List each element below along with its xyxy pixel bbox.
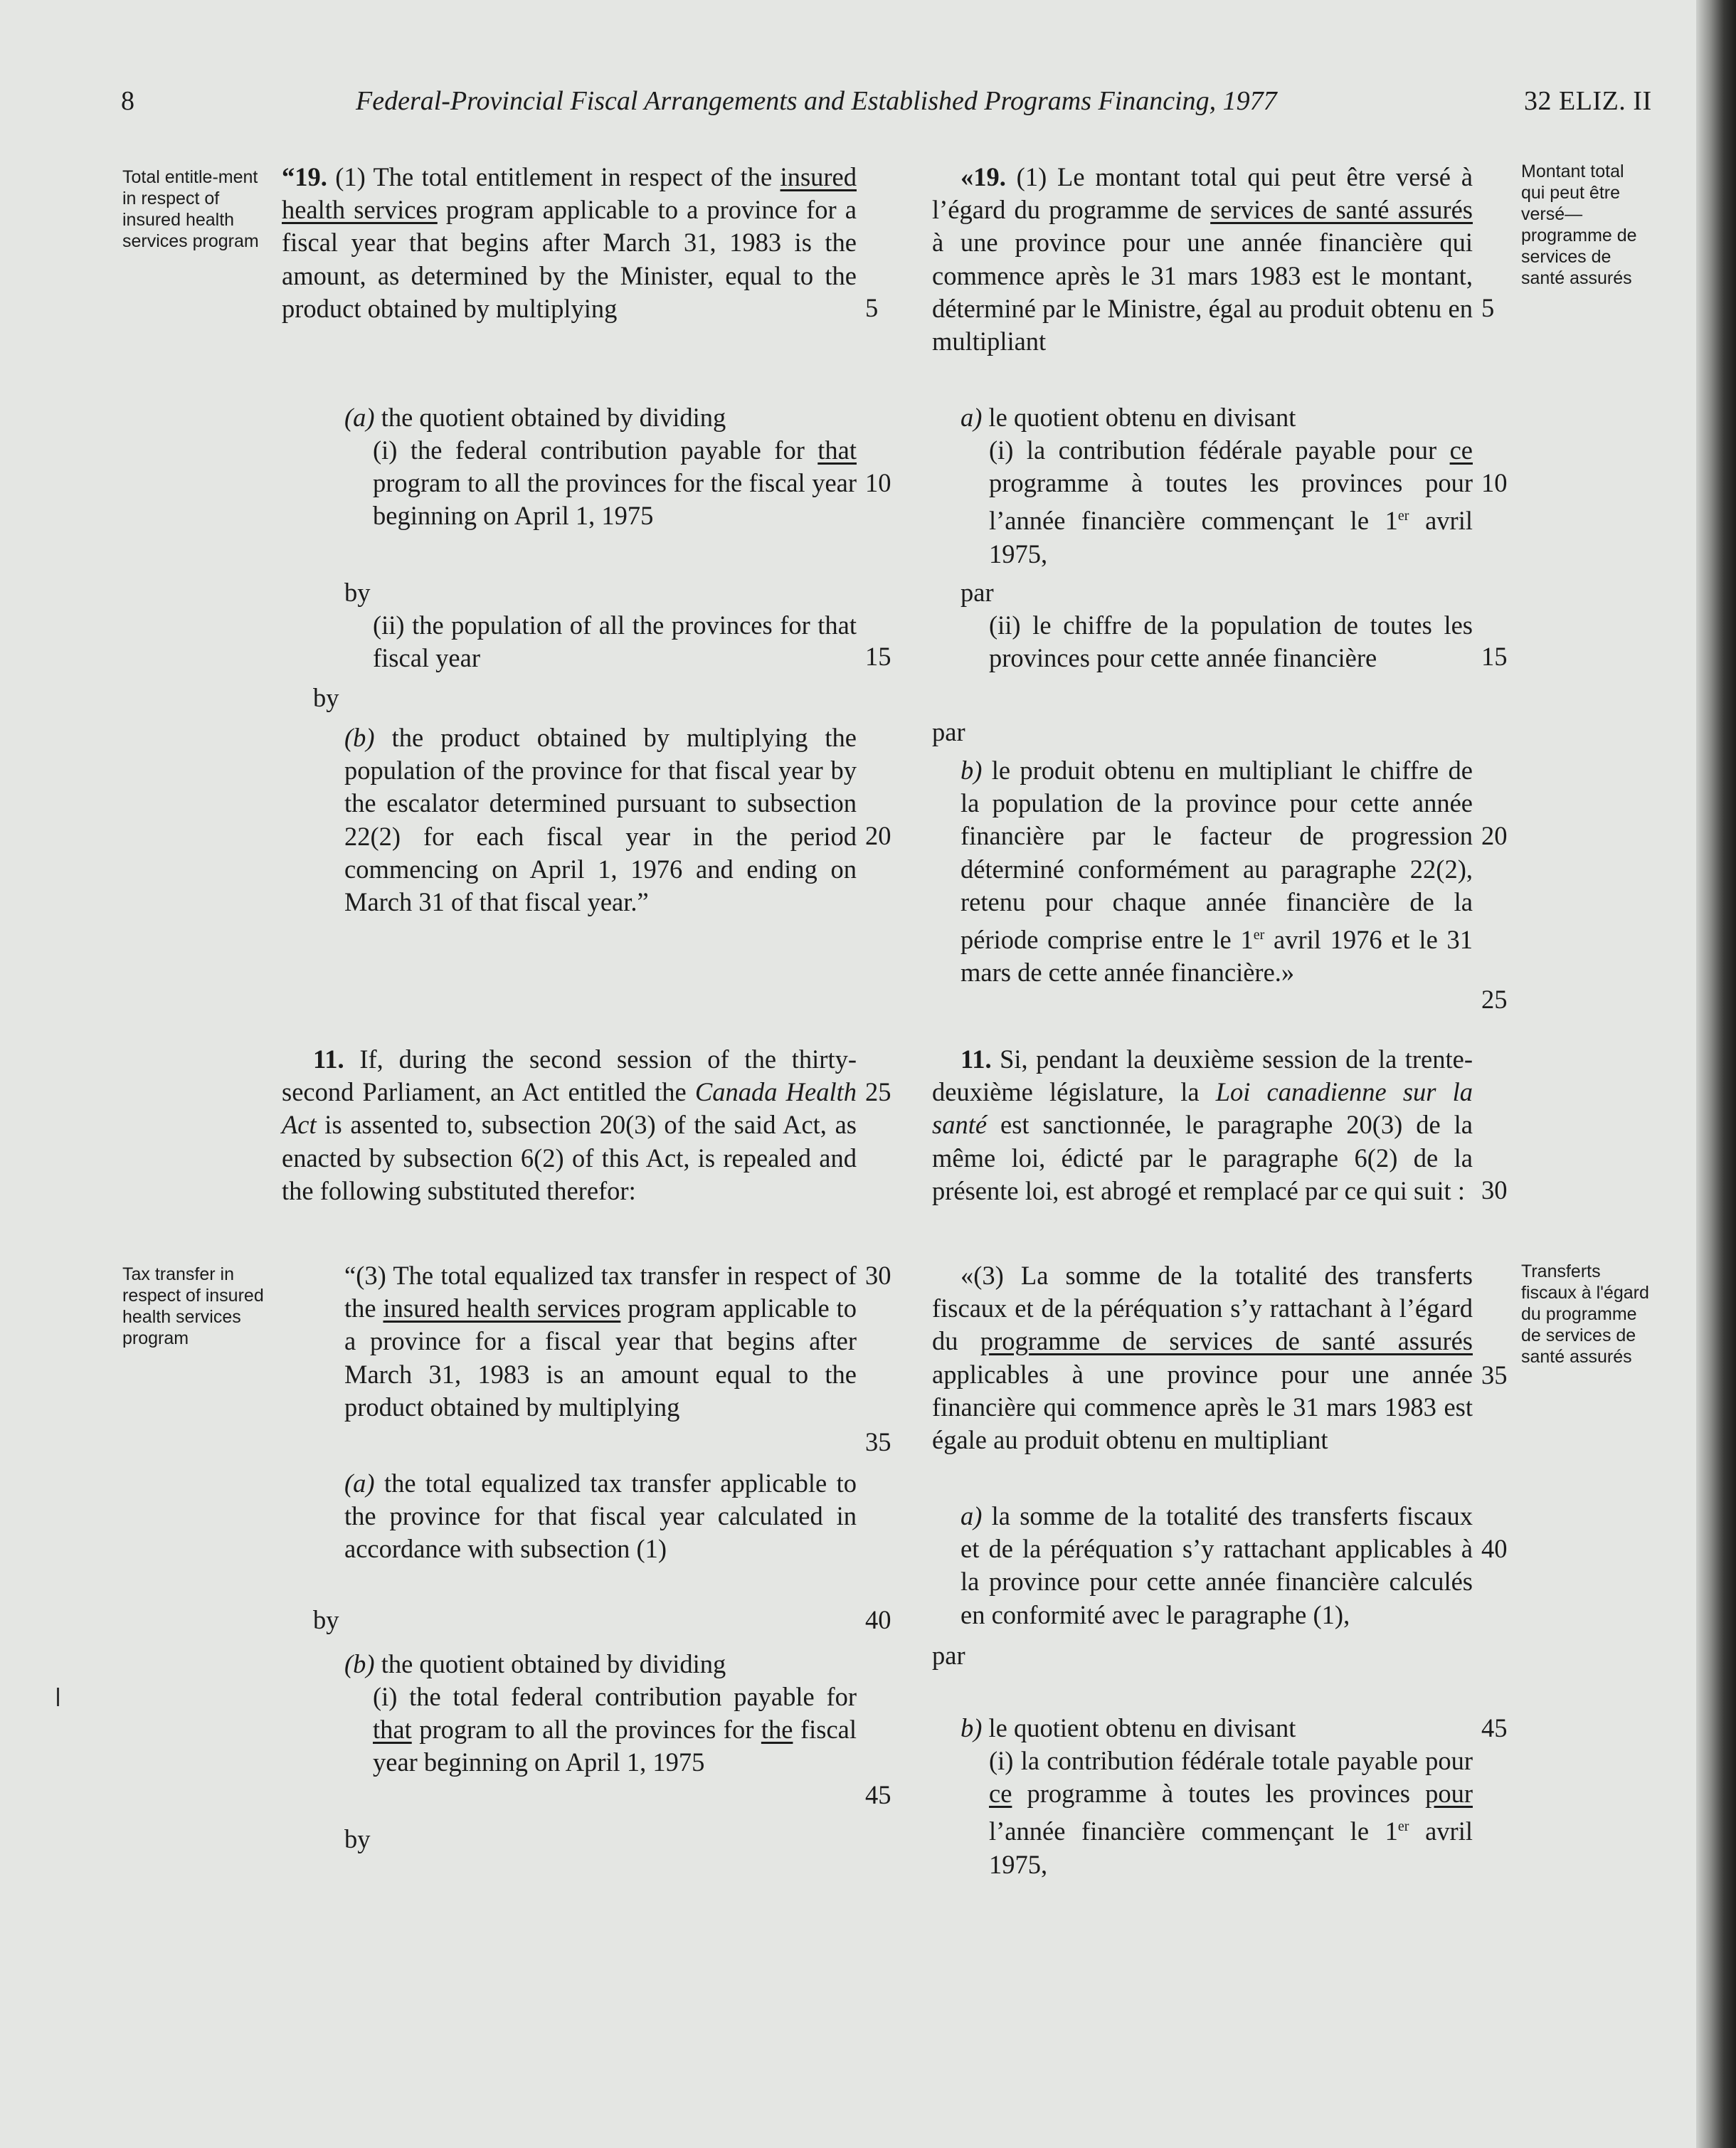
margin-note-fr-transferts: Transferts fiscaux à l'égard du programme de services de santé assurés [1521,1261,1649,1367]
fr-line-20: 20 [1481,821,1508,850]
fr-section-19-intro: «19. (1) Le montant total qui peut être versé à l’égard du programme de services de santé assurés à une province pour une année financière qui commence après le 31 mars 1983 est le montant, déterminé par le Ministre, égal au produit obtenu en multipliant [932,162,1473,356]
en-line-45: 45 [865,1780,891,1809]
fr-line-30: 30 [1481,1175,1508,1205]
fr-line-10: 10 [1481,468,1508,497]
en-sub3-para-a: (a) the total equalized tax transfer applicable to the province for that fiscal year calculated in accordance with subsection (1) [344,1469,857,1564]
regnal-year: 32 ELIZ. II [1524,86,1652,116]
en-sub3-para-b: (b) the quotient obtained by dividing [344,1649,726,1678]
running-title: Federal-Provincial Fiscal Arrangements and Established Programs Financing, 1977 [356,86,1277,116]
fr-line-25: 25 [1481,985,1508,1014]
en-sub3-para-b-i: (i) the total federal contribution payable for that program to all the provinces for the fiscal year beginning on April 1, 1975 [373,1682,857,1777]
en-underlined-insured-health: insured health services [282,162,857,225]
margin-note-fr-montant: Montant total qui peut être versé—programme de services de santé assurés [1521,162,1637,288]
fr-section-11: 11. Si, pendant la deuxième session de la trente-deuxième législature, la Loi canadienne sur la santé est sanctionnée, le paragraphe 20(3) de la même loi, édicté par le paragraphe 6(2) de la présente loi, est abrogé et remplacé par ce qui suit : [932,1044,1473,1205]
en-section-19-intro: “19. (1) The total entitlement in respect of the insured health services program applicable to a province for a fiscal year that begins after March 31, 1983 is the amount, as determined by the Minister, equal to the product obtained by multiplying [282,162,857,323]
fr-par-2: par [932,717,965,746]
en-line-20: 20 [865,821,891,850]
en-section-11: 11. If, during the second session of the thirty-second Parliament, an Act entitled the Canada Health Act is assented to, subsection 20(3) of the said Act, as enacted by subsection 6(2) of this Act, is repealed and the following substituted therefor: [282,1044,857,1205]
en-subsection-3: “(3) The total equalized tax transfer in respect of the insured health services program applicable to a province for a fiscal year that begins after March 31, 1983 is an amount equal to the product obtained by multiplying [344,1261,857,1422]
margin-note-en-entitlement: Total entitle-ment in respect of insured health services program [122,167,259,251]
page-number: 8 [121,86,134,116]
en-para-a: (a) the quotient obtained by dividing [344,403,726,432]
fr-line-40: 40 [1481,1534,1508,1563]
en-line-30: 30 [865,1261,891,1290]
margin-mark [57,1688,59,1706]
fr-para-a-ii: (ii) le chiffre de la population de toutes les provinces pour cette année financière [989,610,1473,673]
en-by-2: by [313,683,339,712]
fr-line-15: 15 [1481,642,1508,671]
fr-para-a-i: (i) la contribution fédérale payable pour ce programme à toutes les provinces pour l’année financière commençant le 1er avril 1975, [989,435,1473,568]
fr-para-a: a) le quotient obtenu en divisant [960,403,1296,432]
en-line-35: 35 [865,1427,891,1456]
en-line-15: 15 [865,642,891,671]
fr-sub3-para-a: a) la somme de la totalité des transferts fiscaux et de la péréquation s’y rattachant applicables à la province pour cette année financière calculés en conformité avec le paragraphe (1), [960,1501,1473,1629]
en-para-a-i: (i) the federal contribution payable for that program to all the provinces for the fiscal year beginning on April 1, 1975 [373,435,857,531]
margin-note-en-tax-transfer: Tax transfer in respect of insured health services program [122,1264,264,1348]
en-by-1: by [344,578,371,607]
en-by-4: by [344,1824,371,1853]
fr-sub3-para-b-i: (i) la contribution fédérale totale payable pour ce programme à toutes les provinces pour l’année financière commençant le 1er avril 1975, [989,1746,1473,1879]
fr-para-b: b) le produit obtenu en multipliant le chiffre de la population de la province pour cette année financière par le facteur de progression déterminé conformément au paragraphe 22(2), retenu pour chaque année financière de la période comprise entre le 1er avril 1976 et le 31 mars de cette année financière.» [960,756,1473,988]
en-section-19-number: “19. [282,162,327,191]
fr-par-1: par [960,578,994,607]
fr-subsection-3: «(3) La somme de la totalité des transferts fiscaux et de la péréquation s’y rattachant à l’égard du programme de services de santé assurés applicables à une province pour une année financière qui commence après le 31 mars 1983 est égale au produit obtenu en multipliant [932,1261,1473,1455]
en-para-a-ii: (ii) the population of all the provinces for that fiscal year [373,610,857,673]
page-edge-shadow [1696,0,1736,2148]
en-line-10: 10 [865,468,891,497]
en-line-5: 5 [865,293,879,322]
en-line-40: 40 [865,1605,891,1634]
fr-par-3: par [932,1641,965,1670]
fr-line-35: 35 [1481,1360,1508,1390]
fr-sub3-para-b: b) le quotient obtenu en divisant [960,1713,1296,1742]
en-by-3: by [313,1605,339,1634]
fr-line-45: 45 [1481,1713,1508,1742]
fr-line-5: 5 [1481,293,1495,322]
en-line-25: 25 [865,1077,891,1106]
en-para-b: (b) the product obtained by multiplying the population of the province for that fiscal year by the escalator determined pursuant to subsection 22(2) for each fiscal year in the period commencing on April 1, 1976 and ending on March 31 of that fiscal year.” [344,723,857,917]
